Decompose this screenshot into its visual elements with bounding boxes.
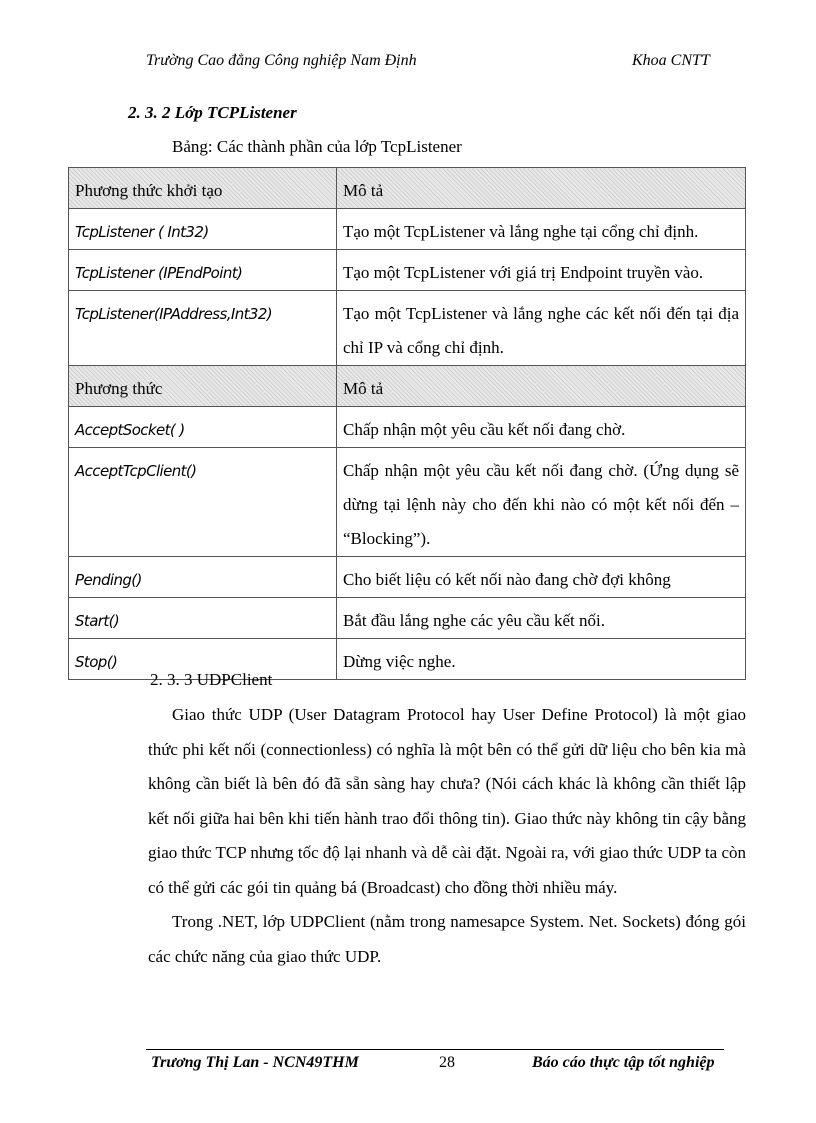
method-name: TcpListener(IPAddress,Int32)	[69, 291, 337, 366]
method-description: Tạo một TcpListener và lắng nghe các kết nối đến tại địa chỉ IP và cổng chỉ định.	[337, 291, 746, 366]
method-name: Stop()	[69, 639, 337, 680]
method-name: Pending()	[69, 557, 337, 598]
method-name: TcpListener (IPEndPoint)	[69, 250, 337, 291]
page-number: 28	[439, 1054, 455, 1071]
header-department: Khoa CNTT	[632, 52, 710, 69]
table-header-row	[69, 168, 746, 209]
header-cell: Mô tả	[337, 366, 746, 407]
section-title: 2. 3. 2 Lớp TCPListener	[128, 103, 297, 122]
table-row	[69, 448, 746, 557]
method-description: Tạo một TcpListener với giá trị Endpoint truyền vào.	[337, 250, 746, 291]
table-row	[69, 209, 746, 250]
table-row	[69, 250, 746, 291]
method-description: Chấp nhận một yêu cầu kết nối đang chờ.	[337, 407, 746, 448]
method-name: AcceptTcpClient()	[69, 448, 337, 557]
table-row	[69, 598, 746, 639]
header-cell: Mô tả	[337, 168, 746, 209]
method-name: Start()	[69, 598, 337, 639]
tcplistener-table	[68, 167, 746, 680]
body-text	[148, 698, 746, 974]
subsection-title: 2. 3. 3 UDPClient	[150, 670, 273, 689]
table-row	[69, 557, 746, 598]
method-name: AcceptSocket( )	[69, 407, 337, 448]
method-description: Tạo một TcpListener và lắng nghe tại cổng chỉ định.	[337, 209, 746, 250]
header-cell: Phương thức khởi tạo	[69, 168, 337, 209]
header-school: Trường Cao đẳng Công nghiệp Nam Định	[146, 52, 417, 69]
footer-author: Trương Thị Lan - NCN49THM	[151, 1054, 359, 1071]
method-name: TcpListener ( Int32)	[69, 209, 337, 250]
table-row	[69, 407, 746, 448]
footer-report: Báo cáo thực tập tốt nghiệp	[532, 1054, 715, 1071]
paragraph: Giao thức UDP (User Datagram Protocol hay User Define Protocol) là một giao thức phi kết nối (connectionless) có nghĩa là một bên có thể gửi dữ liệu cho bên kia mà không cần biết là bên đó đã sẵn sàng hay chưa? (Nói cách khác là không cần thiết lập kết nối giữa hai bên khi tiến hành trao đổi thông tin). Giao thức này không tin cậy bằng giao thức TCP nhưng tốc độ lại nhanh và dễ cài đặt. Ngoài ra, với giao thức UDP ta còn có thể gửi các gói tin quảng bá (Broadcast) cho đồng thời nhiều máy.	[148, 705, 746, 897]
paragraph: Trong .NET, lớp UDPClient (nằm trong namesapce System. Net. Sockets) đóng gói các chức năng của giao thức UDP.	[148, 912, 746, 966]
table-header-row	[69, 366, 746, 407]
footer-rule	[146, 1049, 724, 1050]
method-description: Cho biết liệu có kết nối nào đang chờ đợi không	[337, 557, 746, 598]
method-description: Dừng việc nghe.	[337, 639, 746, 680]
method-description: Chấp nhận một yêu cầu kết nối đang chờ. (Ứng dụng sẽ dừng tại lệnh này cho đến khi nào có một kết nối đến – “Blocking”).	[337, 448, 746, 557]
table-caption: Bảng: Các thành phần của lớp TcpListener	[172, 137, 462, 156]
header-cell: Phương thức	[69, 366, 337, 407]
table-row	[69, 291, 746, 366]
method-description: Bắt đầu lắng nghe các yêu cầu kết nối.	[337, 598, 746, 639]
